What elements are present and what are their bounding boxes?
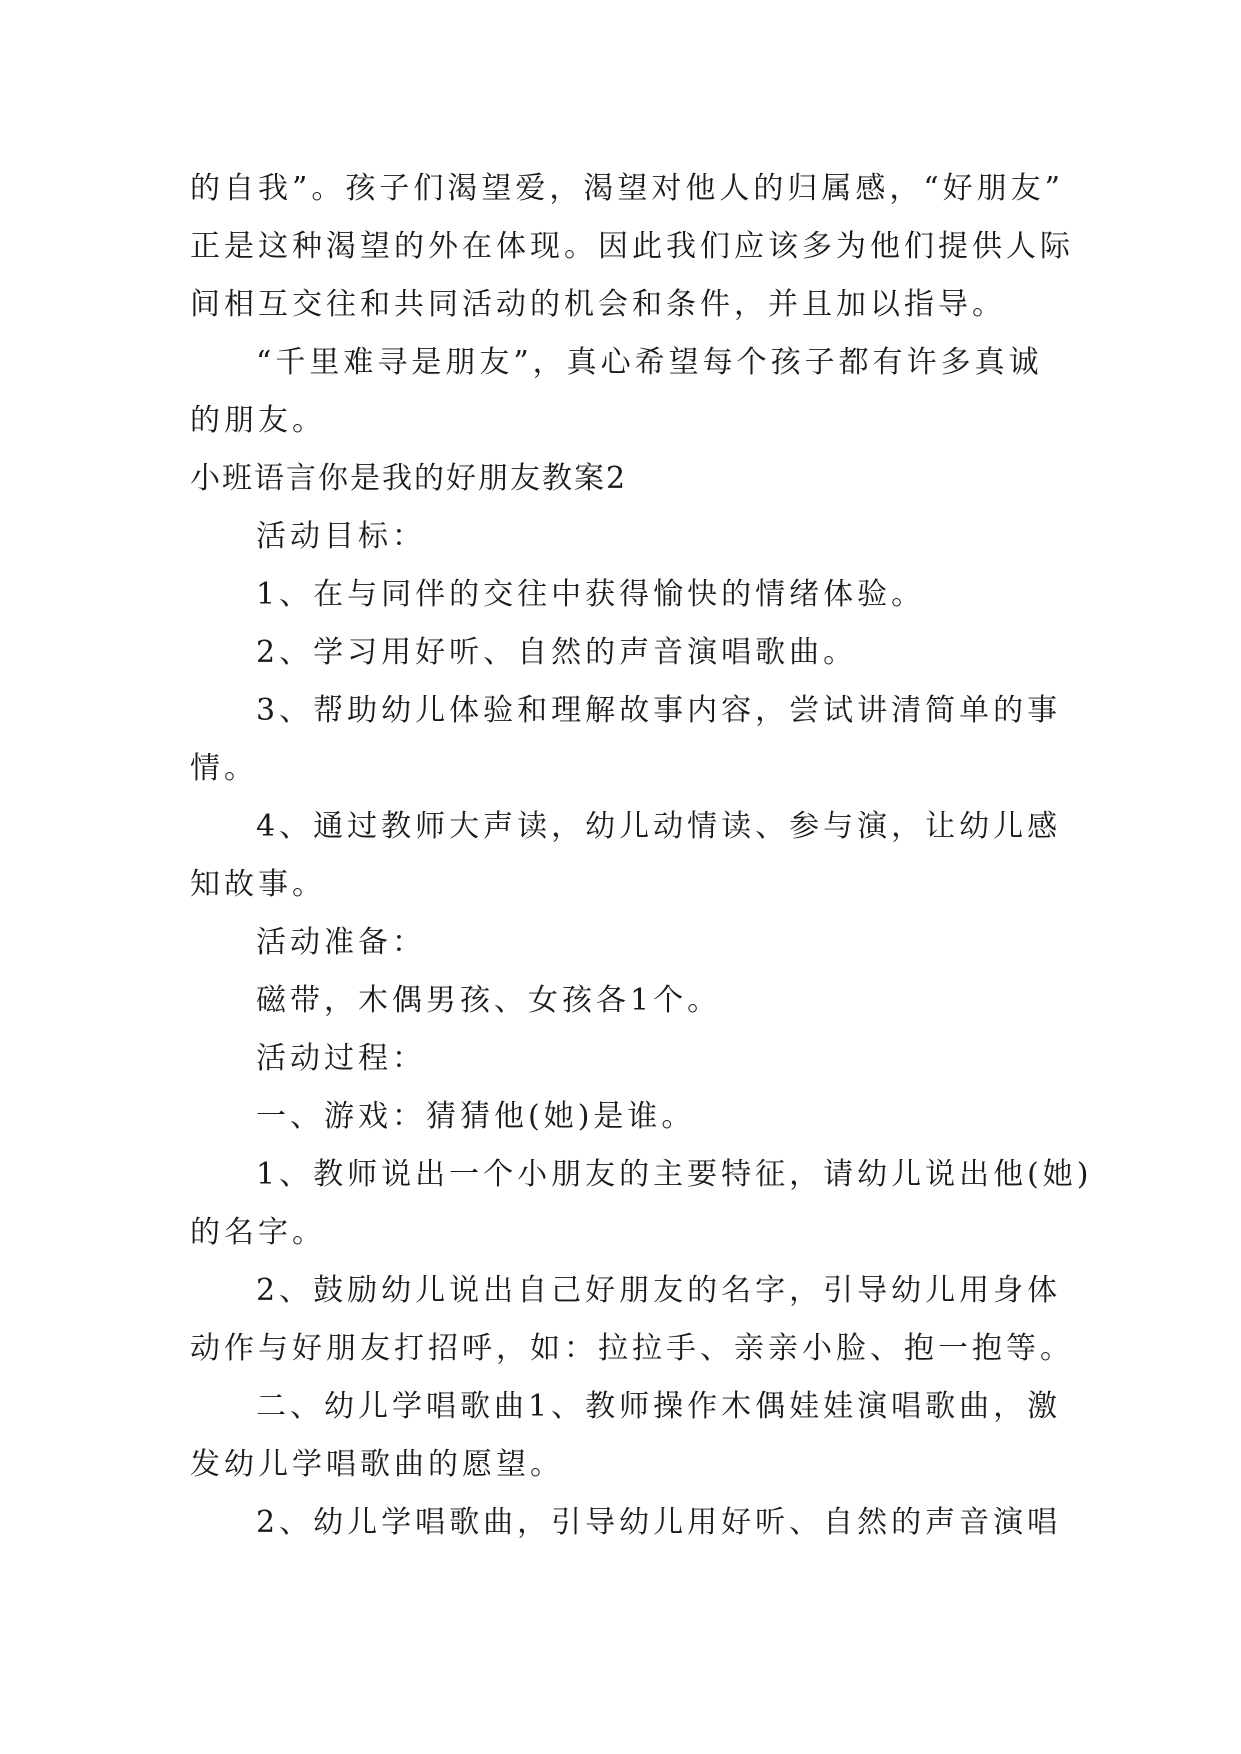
list-item: 1、教师说出一个小朋友的主要特征，请幼儿说出他(她) [256, 1157, 1093, 1192]
paragraph-line: 的名字。 [190, 1215, 326, 1250]
paragraph-line: 动作与好朋友打招呼，如：拉拉手、亲亲小脸、抱一抱等。 [190, 1331, 1074, 1366]
list-item: 4、通过教师大声读，幼儿动情读、参与演，让幼儿感 [256, 809, 1062, 844]
list-item: 2、幼儿学唱歌曲，引导幼儿用好听、自然的声音演唱 [256, 1505, 1062, 1540]
paragraph-line: 正是这种渴望的外在体现。因此我们应该多为他们提供人际 [190, 229, 1074, 264]
paragraph-line: “千里难寻是朋友”，真心希望每个孩子都有许多真诚 [256, 345, 1043, 380]
subheading-objectives: 活动目标： [256, 519, 426, 554]
subheading-preparation: 活动准备： [256, 925, 426, 960]
section-heading: 小班语言你是我的好朋友教案2 [190, 461, 628, 496]
paragraph-line: 发幼儿学唱歌曲的愿望。 [190, 1447, 564, 1482]
list-item: 1、在与同伴的交往中获得愉快的情绪体验。 [256, 577, 926, 612]
paragraph-line: 的自我”。孩子们渴望爱，渴望对他人的归属感，“好朋友” [190, 171, 1065, 206]
document-body [190, 160, 1093, 1552]
list-item: 2、鼓励幼儿说出自己好朋友的名字，引导幼儿用身体 [256, 1273, 1062, 1308]
list-item: 2、学习用好听、自然的声音演唱歌曲。 [256, 635, 858, 670]
list-item: 一、游戏：猜猜他(她)是谁。 [256, 1099, 696, 1134]
subheading-process: 活动过程： [256, 1041, 426, 1076]
list-item: 3、帮助幼儿体验和理解故事内容，尝试讲清简单的事 [256, 693, 1062, 728]
paragraph-line: 磁带，木偶男孩、女孩各1个。 [256, 983, 722, 1018]
paragraph-line: 知故事。 [190, 867, 326, 902]
paragraph-line: 间相互交往和共同活动的机会和条件，并且加以指导。 [190, 287, 1006, 322]
paragraph-line: 情。 [190, 751, 258, 786]
paragraph-line: 的朋友。 [190, 403, 326, 438]
list-item: 二、幼儿学唱歌曲1、教师操作木偶娃娃演唱歌曲，激 [256, 1389, 1062, 1424]
